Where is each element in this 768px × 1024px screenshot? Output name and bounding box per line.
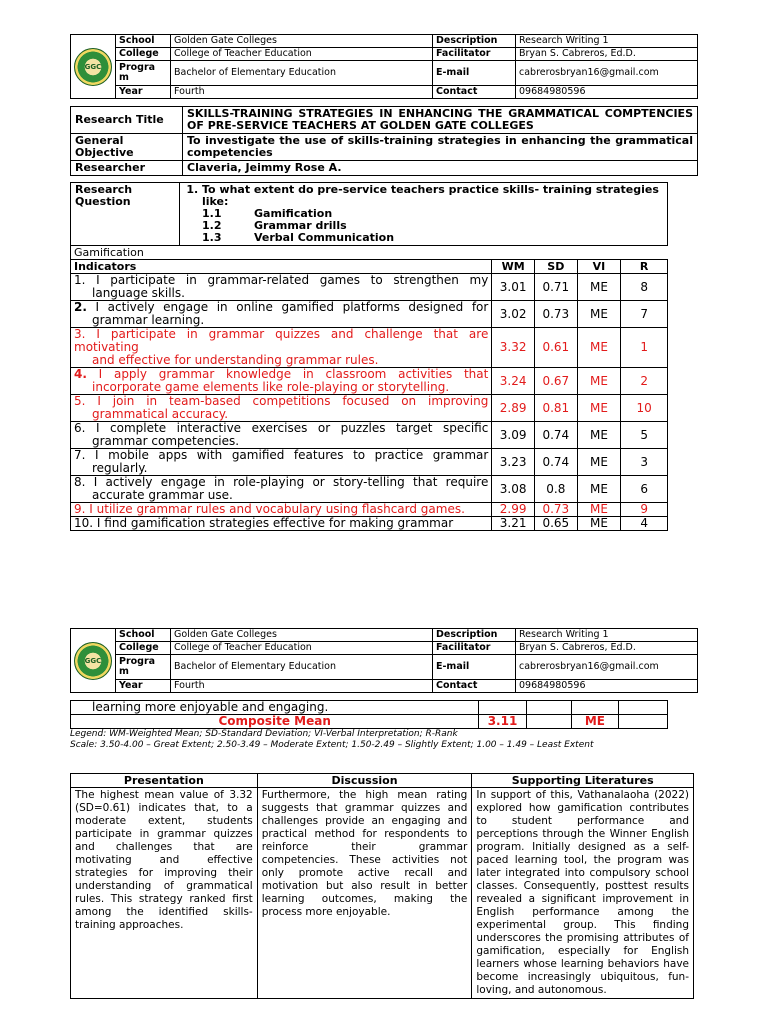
cell-r: 7 xyxy=(621,301,668,328)
col-header-indicators: Indicators xyxy=(71,260,492,274)
research-question-label: Research Question xyxy=(71,183,180,246)
college-label: College xyxy=(116,642,171,655)
cell-wm: 3.09 xyxy=(492,422,535,449)
subitem: 1.2 Grammar drills xyxy=(202,219,347,232)
indicator-cell xyxy=(71,476,492,503)
indicator-text: I participate in grammar quizzes and challenge that are motivating xyxy=(74,327,489,354)
school-label: School xyxy=(116,629,171,642)
objective-label: General Objective xyxy=(71,134,183,161)
contact-label: Contact xyxy=(433,86,516,99)
program-label: Progra m xyxy=(116,655,171,680)
cell-sd: 0.73 xyxy=(534,301,577,328)
table-row xyxy=(71,328,668,368)
cell-sd: 0.74 xyxy=(534,449,577,476)
table-row xyxy=(71,517,668,531)
researcher-name: Claveria, Jeimmy Rose A. xyxy=(183,161,698,176)
indicator-continuation: grammatical accuracy. xyxy=(92,407,229,421)
research-info-table xyxy=(70,106,698,176)
school-value: Golden Gate Colleges xyxy=(171,629,433,642)
indicator-text: I utilize grammar rules and vocabulary using flashcard games. xyxy=(89,502,465,516)
literature-header: Supporting Literatures xyxy=(472,774,694,788)
indicator-number: 9. xyxy=(74,502,86,516)
facilitator-value: Bryan S. Cabreros, Ed.D. xyxy=(516,642,698,655)
cell-wm: 2.89 xyxy=(492,395,535,422)
cell-wm: 2.99 xyxy=(492,503,535,517)
cell-sd: 0.67 xyxy=(534,368,577,395)
cell-vi: ME xyxy=(577,449,621,476)
description-label: Description xyxy=(433,629,516,642)
description-value: Research Writing 1 xyxy=(516,629,698,642)
table-row xyxy=(71,395,668,422)
col-header-r: R xyxy=(621,260,668,274)
indicator-continuation: regularly. xyxy=(92,461,148,475)
legend-block xyxy=(70,729,593,751)
indicator-text: I join in team-based competitions focused on improving xyxy=(97,394,489,408)
table-row xyxy=(71,274,668,301)
cell-r: 10 xyxy=(621,395,668,422)
composite-wm: 3.11 xyxy=(479,715,526,729)
objective-text: To investigate the use of skills-training strategies in enhancing the grammatical competencies xyxy=(183,134,698,161)
composite-label: Composite Mean xyxy=(71,715,479,729)
col-header-vi: VI xyxy=(577,260,621,274)
indicator-cell xyxy=(71,274,492,301)
research-title-label: Research Title xyxy=(71,107,183,134)
year-label: Year xyxy=(116,86,171,99)
continued-text: learning more enjoyable and engaging. xyxy=(71,701,479,715)
cell-vi: ME xyxy=(577,503,621,517)
year-value: Fourth xyxy=(171,680,433,693)
composite-vi: ME xyxy=(571,715,618,729)
indicator-cell xyxy=(71,422,492,449)
cell-sd: 0.73 xyxy=(534,503,577,517)
indicator-text: I apply grammar knowledge in classroom activities that xyxy=(98,367,489,381)
indicators-table-continued xyxy=(70,700,668,729)
cell-r: 1 xyxy=(621,328,668,368)
cell-vi: ME xyxy=(577,274,621,301)
table-row xyxy=(71,476,668,503)
indicator-continuation: grammar learning. xyxy=(92,313,205,327)
subitem: 1.1 Gamification xyxy=(202,207,333,220)
cell-sd: 0.74 xyxy=(534,422,577,449)
cell-vi: ME xyxy=(577,422,621,449)
school-logo: GGC xyxy=(71,35,116,99)
cell-vi: ME xyxy=(577,517,621,531)
facilitator-label: Facilitator xyxy=(433,48,516,61)
contact-label: Contact xyxy=(433,680,516,693)
college-value: College of Teacher Education xyxy=(171,48,433,61)
indicator-number: 4. xyxy=(74,367,87,381)
cell-r: 4 xyxy=(621,517,668,531)
table-row xyxy=(71,422,668,449)
indicator-number: 8. xyxy=(74,475,86,489)
cell-sd: 0.81 xyxy=(534,395,577,422)
cell-r: 5 xyxy=(621,422,668,449)
cell-sd: 0.71 xyxy=(534,274,577,301)
indicator-number: 3. xyxy=(74,327,86,341)
email-label: E-mail xyxy=(433,655,516,680)
cell-r: 8 xyxy=(621,274,668,301)
indicator-number: 5. xyxy=(74,394,86,408)
col-header-sd: SD xyxy=(534,260,577,274)
cell-sd: 0.65 xyxy=(534,517,577,531)
presentation-header: Presentation xyxy=(71,774,258,788)
cell-sd: 0.61 xyxy=(534,328,577,368)
indicator-text: I mobile apps with gamified features to practice grammar xyxy=(95,448,489,462)
indicator-text: I find gamification strategies effective for making grammar xyxy=(96,516,454,530)
table-row xyxy=(71,368,668,395)
section-label: Gamification xyxy=(71,246,668,260)
indicator-text: I participate in grammar-related games to strengthen my xyxy=(96,273,489,287)
school-value: Golden Gate Colleges xyxy=(171,35,433,48)
facilitator-label: Facilitator xyxy=(433,642,516,655)
research-question-table xyxy=(70,182,668,246)
college-value: College of Teacher Education xyxy=(171,642,433,655)
cell-wm: 3.23 xyxy=(492,449,535,476)
school-logo: GGC xyxy=(71,629,116,693)
year-label: Year xyxy=(116,680,171,693)
cell-r: 9 xyxy=(621,503,668,517)
table-row xyxy=(71,301,668,328)
indicator-text: I actively engage in role-playing or story-telling that require xyxy=(93,475,489,489)
subitem: 1.3 Verbal Communication xyxy=(202,231,395,244)
cell-r: 6 xyxy=(621,476,668,503)
indicator-number: 2. xyxy=(74,300,87,314)
analysis-table xyxy=(70,773,694,999)
cell-wm: 3.21 xyxy=(492,517,535,531)
email-label: E-mail xyxy=(433,61,516,86)
cell-r: 2 xyxy=(621,368,668,395)
cell-vi: ME xyxy=(577,476,621,503)
page-header-2 xyxy=(70,628,698,693)
indicator-continuation: accurate grammar use. xyxy=(92,488,233,502)
year-value: Fourth xyxy=(171,86,433,99)
program-value: Bachelor of Elementary Education xyxy=(171,655,433,680)
facilitator-value: Bryan S. Cabreros, Ed.D. xyxy=(516,48,698,61)
indicator-cell xyxy=(71,328,492,368)
composite-row xyxy=(71,715,668,729)
indicator-text: I actively engage in online gamified platforms designed for xyxy=(95,300,489,314)
description-value: Research Writing 1 xyxy=(516,35,698,48)
indicator-cell xyxy=(71,395,492,422)
col-header-wm: WM xyxy=(492,260,535,274)
cell-sd: 0.8 xyxy=(534,476,577,503)
email-value: cabrerosbryan16@gmail.com xyxy=(516,61,698,86)
presentation-text: The highest mean value of 3.32 (SD=0.61) indicates that, to a moderate extent, students participate in grammar quizzes and challenges that are motivating and effective strategies for improving their understanding of grammatical rules. This strategy ranked first among the identified skills-training approaches. xyxy=(71,788,258,999)
indicators-table xyxy=(70,245,668,531)
cell-wm: 3.32 xyxy=(492,328,535,368)
program-value: Bachelor of Elementary Education xyxy=(171,61,433,86)
table-row xyxy=(71,449,668,476)
indicator-cell xyxy=(71,301,492,328)
indicator-continuation: incorporate game elements like role-playing or storytelling. xyxy=(92,380,450,394)
email-value: cabrerosbryan16@gmail.com xyxy=(516,655,698,680)
researcher-label: Researcher xyxy=(71,161,183,176)
indicator-continuation: language skills. xyxy=(92,286,185,300)
program-label: Progra m xyxy=(116,61,171,86)
indicator-cell xyxy=(71,368,492,395)
research-title: SKILLS-TRAINING STRATEGIES IN ENHANCING THE GRAMMATICAL COMPTENCIES OF PRE-SERVICE TEACHERS AT GOLDEN GATE COLLEGES xyxy=(183,107,698,134)
indicator-text: I complete interactive exercises or puzzles target specific xyxy=(95,421,489,435)
table-row xyxy=(71,503,668,517)
page-header-1 xyxy=(70,34,698,99)
cell-wm: 3.08 xyxy=(492,476,535,503)
discussion-header: Discussion xyxy=(257,774,472,788)
indicator-number: 6. xyxy=(74,421,86,435)
research-question-subitems xyxy=(184,208,663,244)
legend-text: Legend: WM-Weighted Mean; SD-Standard Deviation; VI-Verbal Interpretation; R-Rank xyxy=(70,729,458,739)
indicator-continuation: and effective for understanding grammar rules. xyxy=(92,353,379,367)
cell-wm: 3.24 xyxy=(492,368,535,395)
table-header-row xyxy=(71,260,668,274)
cell-vi: ME xyxy=(577,368,621,395)
indicator-cell xyxy=(71,503,492,517)
indicator-cell xyxy=(71,449,492,476)
literature-text: In support of this, Vathanalaoha (2022) explored how gamification contributes to student performance and perceptions through the Winner English program. Initially designed as a self-paced learning tool, the program was later integrated into compulsory school classes. Consequently, posttest results revealed a significant improvement in English performance among the experimental group. This finding underscores the promising attributes of gamification, especially for English learners whose learning behaviors have become increasingly ubiquitous, fun-loving, and autonomous. xyxy=(472,788,694,999)
contact-value: 09684980596 xyxy=(516,86,698,99)
indicator-number: 10. xyxy=(74,516,94,530)
indicator-number: 7. xyxy=(74,448,86,462)
cell-vi: ME xyxy=(577,328,621,368)
cell-vi: ME xyxy=(577,301,621,328)
research-question-main: 1. To what extent do pre-service teachers practice skills- training strategies like: xyxy=(202,184,663,208)
indicator-cell xyxy=(71,517,492,531)
school-label: School xyxy=(116,35,171,48)
indicator-number: 1. xyxy=(74,273,86,287)
description-label: Description xyxy=(433,35,516,48)
cell-vi: ME xyxy=(577,395,621,422)
indicator-continuation: grammar competencies. xyxy=(92,434,240,448)
cell-r: 3 xyxy=(621,449,668,476)
cell-wm: 3.02 xyxy=(492,301,535,328)
contact-value: 09684980596 xyxy=(516,680,698,693)
cell-wm: 3.01 xyxy=(492,274,535,301)
scale-text: Scale: 3.50-4.00 – Great Extent; 2.50-3.49 – Moderate Extent; 1.50-2.49 – Slightly Extent; 1.00 – 1.49 – Least Extent xyxy=(70,740,594,750)
discussion-text: Furthermore, the high mean rating suggests that grammar quizzes and challenges provide an engaging and practical method for respondents to reinforce their grammar competencies. These activities not only promote active recall and motivation but also result in better learning outcomes, making the process more enjoyable. xyxy=(257,788,472,999)
college-label: College xyxy=(116,48,171,61)
